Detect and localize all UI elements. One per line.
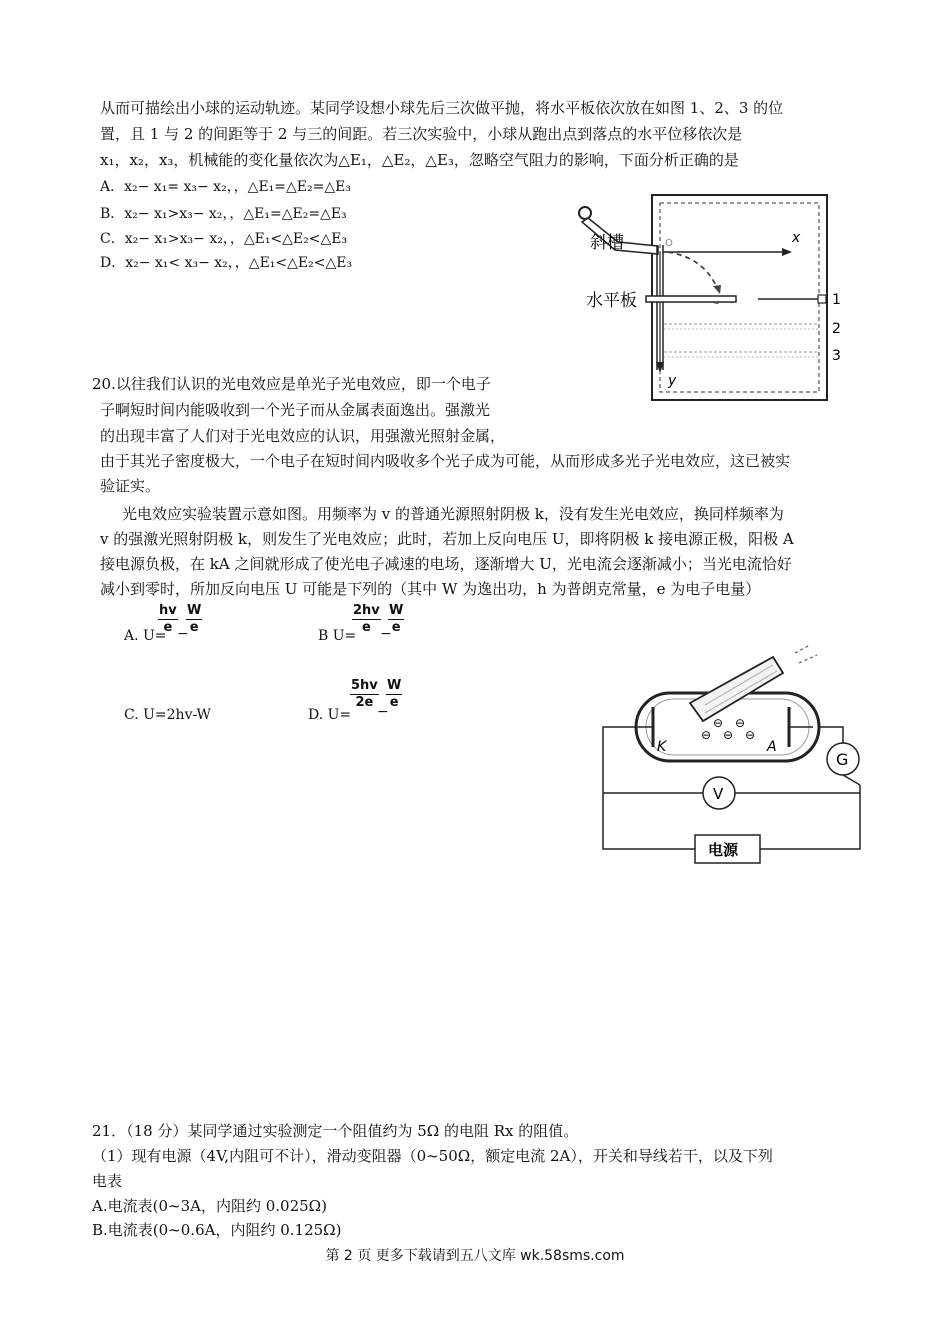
q20-option-d-prefix: D. U= xyxy=(308,707,352,723)
q19-line-1: 从而可描绘出小球的运动轨迹。某同学设想小球先后三次做平抛，将水平板依次放在如图 1、2、3 的位 xyxy=(100,99,784,117)
frac-denominator: e xyxy=(189,620,199,635)
q19-option-b: B．x₂− x₁>x₃− x₂，，△E₁=△E₂=△E₃ xyxy=(100,206,347,222)
q20-intro-line-5: 验证实。 xyxy=(100,477,161,495)
q19-line-3: x₁，x₂，x₃，机械能的变化量依次为△E₁，△E₂，△E₃，忽略空气阻力的影响，下面分析正确的是 xyxy=(100,151,739,169)
minus-sign: − xyxy=(177,626,189,642)
position-1-label: 1 xyxy=(832,292,841,308)
frac-numerator: hv xyxy=(159,603,177,618)
q20-intro-line-2: 子啊短时间内能吸收到一个光子而从金属表面逸出。强激光 xyxy=(100,401,491,419)
q20-para-line-4: 减小到零时，所加反向电压 U 可能是下列的（其中 W 为逸出功，h 为普朗克常量，e 为电子电量） xyxy=(100,580,761,598)
electron-icon: ⊖ xyxy=(745,728,756,742)
electron-icon: ⊖ xyxy=(713,716,724,730)
voltmeter-label: V xyxy=(713,785,724,803)
position-3-label: 3 xyxy=(832,348,841,364)
frac-numerator: 5hv xyxy=(351,678,378,693)
frac-numerator: 2hv xyxy=(353,603,380,618)
frac-denominator: 2e xyxy=(355,695,374,710)
frac-denominator: e xyxy=(163,620,173,635)
galvanometer-label: G xyxy=(836,750,849,769)
q21-line-3: 电表 xyxy=(92,1172,123,1190)
minus-sign: − xyxy=(380,626,392,642)
q20-option-d-frac-1 xyxy=(350,678,379,711)
q20-option-a-frac-1 xyxy=(158,603,178,636)
q19-line-2: 置，且 1 与 2 的间距等于 2 与三的间距。若三次实验中，小球从跑出点到落点的水平位移依次是 xyxy=(100,125,743,143)
anode-label: A xyxy=(767,739,777,755)
electron-icon: ⊖ xyxy=(735,716,746,730)
q20-intro-line-4: 由于其光子密度极大，一个电子在短时间内吸收多个光子成为可能，从而形成多光子光电效应，这已被实 xyxy=(100,452,791,470)
board-label: 水平板 xyxy=(586,291,637,311)
q20-option-a-frac-2 xyxy=(186,603,202,636)
y-axis-label: y xyxy=(668,373,677,389)
chute-label: 斜槽 xyxy=(590,233,624,253)
q20-intro-line-1: 20.以往我们认识的光电效应是单光子光电效应，即一个电子 xyxy=(92,375,491,393)
cathode-label: K xyxy=(657,739,667,755)
q20-para-line-3: 接电源负极，在 kA 之间就形成了使光电子减速的电场，逐渐增大 U，光电流会逐渐减小；当光电流恰好 xyxy=(100,555,792,573)
electron-icon: ⊖ xyxy=(723,728,734,742)
origin-label: O xyxy=(665,238,673,249)
frac-denominator: e xyxy=(389,695,399,710)
frac-numerator: W xyxy=(187,603,202,618)
q19-option-a: A．x₂− x₁= x₃− x₂，，△E₁=△E₂=△E₃ xyxy=(100,179,351,195)
q21-line-5: B.电流表(0~0.6A，内阻约 0.125Ω) xyxy=(92,1221,342,1239)
position-2-label: 2 xyxy=(832,321,841,337)
q21-line-4: A.电流表(0~3A，内阻约 0.025Ω) xyxy=(92,1197,327,1215)
q20-option-c: C. U=2hv-W xyxy=(124,707,211,723)
q20-para-line-1: 光电效应实验装置示意如图。用频率为 v 的普通光源照射阴极 k，没有发生光电效应，换同样频率为 xyxy=(122,505,784,523)
q21-line-2: （1）现有电源（4V,内阻可不计），滑动变阻器（0~50Ω，额定电流 2A），开关和导线若干，以及下列 xyxy=(92,1147,773,1165)
photoelectric-circuit-figure xyxy=(595,635,865,870)
q19-option-d: D．x₂− x₁< x₃− x₂，，△E₁<△E₂<△E₃ xyxy=(100,255,353,271)
q21-line-1: 21．（18 分）某同学通过实验测定一个阻值约为 5Ω 的电阻 Rx 的阻值。 xyxy=(92,1122,579,1140)
q20-para-line-2: v 的强激光照射阴极 k，则发生了光电效应；此时，若加上反向电压 U，即将阴极 k 接电源正极，阳极 A xyxy=(100,530,794,548)
power-source-label: 电源 xyxy=(708,841,739,859)
q20-option-a-prefix: A. U= xyxy=(124,628,167,644)
q19-option-c: C．x₂− x₁>x₃− x₂，，△E₁<△E₂<△E₃ xyxy=(100,231,348,247)
minus-sign: − xyxy=(377,704,389,720)
frac-denominator: e xyxy=(391,620,401,635)
frac-denominator: e xyxy=(361,620,371,635)
q20-option-d-frac-2 xyxy=(386,678,402,711)
q20-option-b-frac-1 xyxy=(352,603,381,636)
q20-intro-line-3: 的出现丰富了人们对于光电效应的认识，用强激光照射金属， xyxy=(100,427,506,445)
q20-option-b-prefix: B U= xyxy=(318,628,357,644)
frac-numerator: W xyxy=(389,603,404,618)
page-footer: 第 2 页 更多下载请到五八文库 wk.58sms.com xyxy=(325,1248,625,1264)
frac-numerator: W xyxy=(387,678,402,693)
electron-icon: ⊖ xyxy=(701,728,712,742)
q20-option-b-frac-2 xyxy=(388,603,404,636)
x-axis-label: x xyxy=(792,230,801,246)
projectile-apparatus-figure xyxy=(560,190,860,415)
